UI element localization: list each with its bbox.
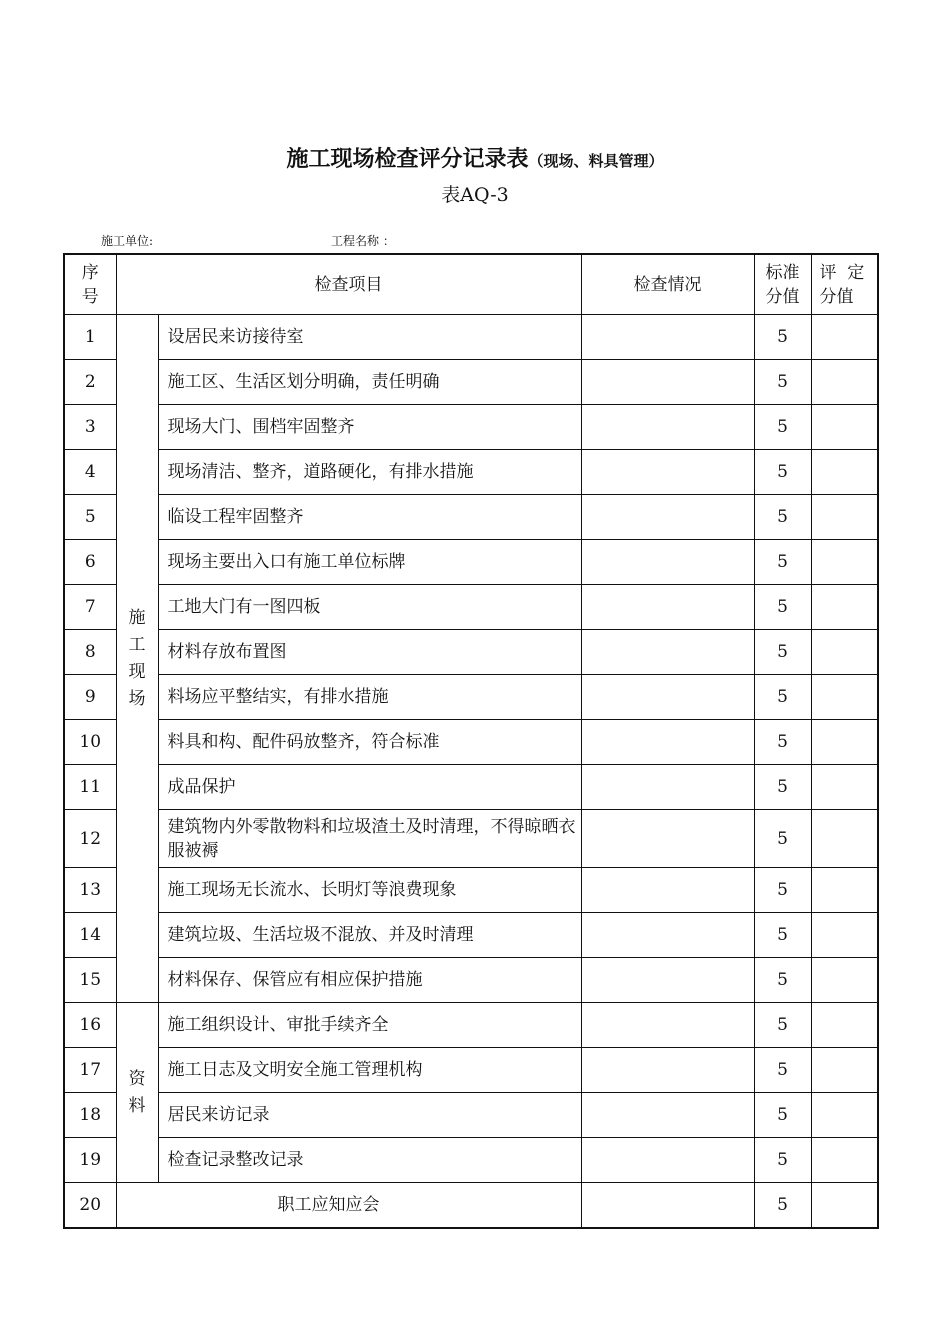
standard-score: 5 (754, 540, 811, 585)
rating-score-cell (811, 540, 878, 585)
table-row (64, 360, 878, 405)
rating-score-cell (811, 868, 878, 913)
table-row (64, 630, 878, 675)
table-row (64, 720, 878, 765)
check-situation-cell (581, 1183, 754, 1228)
rating-score-cell (811, 958, 878, 1003)
table-row (64, 1003, 878, 1048)
check-item: 料场应平整结实，有排水措施 (158, 675, 581, 720)
check-item: 现场大门、围档牢固整齐 (158, 405, 581, 450)
project-name-label: 工程名称 ： (331, 234, 395, 248)
table-row (64, 1093, 878, 1138)
header-item: 检查项目 (116, 254, 581, 315)
rating-score-cell (811, 315, 878, 360)
header-standard-score-text: 标准 分值 (765, 262, 800, 307)
check-item: 检查记录整改记录 (158, 1138, 581, 1183)
check-item: 材料保存、保管应有相应保护措施 (158, 958, 581, 1003)
row-number: 18 (64, 1093, 116, 1138)
page-title (0, 142, 950, 173)
check-situation-cell (581, 675, 754, 720)
rating-score-cell (811, 1183, 878, 1228)
title-main: 施工现场检查评分记录表 (286, 146, 529, 172)
table-row (64, 913, 878, 958)
rating-score-cell (811, 1138, 878, 1183)
rating-score-cell (811, 1093, 878, 1138)
standard-score: 5 (754, 1183, 811, 1228)
check-item: 成品保护 (158, 765, 581, 810)
form-code: 表AQ-3 (441, 184, 509, 206)
row-number: 10 (64, 720, 116, 765)
check-item: 施工区、生活区划分明确，责任明确 (158, 360, 581, 405)
check-item: 设居民来访接待室 (158, 315, 581, 360)
inspection-table (63, 253, 879, 1229)
rating-score-cell (811, 810, 878, 868)
header-rating-score-text: 评 定 分值 (819, 262, 865, 307)
check-situation-cell (581, 1003, 754, 1048)
row-number: 16 (64, 1003, 116, 1048)
table-row (64, 765, 878, 810)
check-situation-cell (581, 585, 754, 630)
check-situation-cell (581, 720, 754, 765)
check-situation-cell (581, 765, 754, 810)
standard-score: 5 (754, 868, 811, 913)
standard-score: 5 (754, 1048, 811, 1093)
check-situation-cell (581, 810, 754, 868)
row-number: 5 (64, 495, 116, 540)
row-number: 15 (64, 958, 116, 1003)
row-number: 11 (64, 765, 116, 810)
standard-score: 5 (754, 360, 811, 405)
check-situation-cell (581, 1138, 754, 1183)
header-seq-text: 序 号 (81, 262, 99, 307)
standard-score: 5 (754, 495, 811, 540)
table-row (64, 1138, 878, 1183)
row-number: 13 (64, 868, 116, 913)
check-item: 施工日志及文明安全施工管理机构 (158, 1048, 581, 1093)
check-item: 职工应知应会 (116, 1183, 581, 1228)
header-standard-score (754, 254, 811, 315)
rating-score-cell (811, 720, 878, 765)
check-item: 现场清洁、整齐，道路硬化，有排水措施 (158, 450, 581, 495)
check-situation-cell (581, 360, 754, 405)
row-number: 9 (64, 675, 116, 720)
table-row (64, 675, 878, 720)
standard-score: 5 (754, 315, 811, 360)
row-number: 14 (64, 913, 116, 958)
standard-score: 5 (754, 810, 811, 868)
rating-score-cell (811, 1048, 878, 1093)
check-item: 施工现场无长流水、长明灯等浪费现象 (158, 868, 581, 913)
check-situation-cell (581, 495, 754, 540)
category-site-label: 施 工 现 场 (128, 607, 146, 709)
rating-score-cell (811, 675, 878, 720)
standard-score: 5 (754, 1093, 811, 1138)
rating-score-cell (811, 585, 878, 630)
check-item: 现场主要出入口有施工单位标牌 (158, 540, 581, 585)
table-row (64, 810, 878, 868)
header-seq (64, 254, 116, 315)
check-situation-cell (581, 450, 754, 495)
row-number: 1 (64, 315, 116, 360)
rating-score-cell (811, 450, 878, 495)
row-number: 8 (64, 630, 116, 675)
table-row (64, 1183, 878, 1228)
standard-score: 5 (754, 675, 811, 720)
check-item: 居民来访记录 (158, 1093, 581, 1138)
check-situation-cell (581, 315, 754, 360)
table-row (64, 540, 878, 585)
table-row (64, 495, 878, 540)
check-situation-cell (581, 1093, 754, 1138)
table-row (64, 405, 878, 450)
check-item: 建筑物内外零散物料和垃圾渣土及时清理，不得晾晒衣服被褥 (158, 810, 581, 868)
check-item: 建筑垃圾、生活垃圾不混放、并及时清理 (158, 913, 581, 958)
check-item: 料具和构、配件码放整齐，符合标准 (158, 720, 581, 765)
check-situation-cell (581, 868, 754, 913)
table-row (64, 450, 878, 495)
standard-score: 5 (754, 630, 811, 675)
row-number: 6 (64, 540, 116, 585)
rating-score-cell (811, 405, 878, 450)
row-number: 12 (64, 810, 116, 868)
standard-score: 5 (754, 1003, 811, 1048)
check-situation-cell (581, 958, 754, 1003)
row-number: 19 (64, 1138, 116, 1183)
table-row (64, 585, 878, 630)
standard-score: 5 (754, 958, 811, 1003)
rating-score-cell (811, 913, 878, 958)
check-item: 临设工程牢固整齐 (158, 495, 581, 540)
row-number: 17 (64, 1048, 116, 1093)
standard-score: 5 (754, 720, 811, 765)
check-situation-cell (581, 1048, 754, 1093)
table-row (64, 315, 878, 360)
table-row (64, 1048, 878, 1093)
check-item: 工地大门有一图四板 (158, 585, 581, 630)
header-situation: 检查情况 (581, 254, 754, 315)
check-situation-cell (581, 630, 754, 675)
row-number: 7 (64, 585, 116, 630)
check-item: 施工组织设计、审批手续齐全 (158, 1003, 581, 1048)
rating-score-cell (811, 765, 878, 810)
row-number: 20 (64, 1183, 116, 1228)
category-docs (116, 1003, 158, 1183)
title-sub: （现场、料具管理） (528, 152, 664, 170)
table-row (64, 868, 878, 913)
row-number: 3 (64, 405, 116, 450)
check-situation-cell (581, 540, 754, 585)
standard-score: 5 (754, 585, 811, 630)
standard-score: 5 (754, 765, 811, 810)
header-rating-score (811, 254, 878, 315)
construction-unit-label: 施工单位: (101, 234, 154, 248)
row-number: 2 (64, 360, 116, 405)
standard-score: 5 (754, 405, 811, 450)
rating-score-cell (811, 630, 878, 675)
standard-score: 5 (754, 1138, 811, 1183)
row-number: 4 (64, 450, 116, 495)
rating-score-cell (811, 495, 878, 540)
check-situation-cell (581, 913, 754, 958)
rating-score-cell (811, 1003, 878, 1048)
table-row (64, 958, 878, 1003)
standard-score: 5 (754, 450, 811, 495)
rating-score-cell (811, 360, 878, 405)
standard-score: 5 (754, 913, 811, 958)
category-site (116, 315, 158, 1003)
check-situation-cell (581, 405, 754, 450)
check-item: 材料存放布置图 (158, 630, 581, 675)
category-docs-label: 资 料 (128, 1068, 146, 1116)
